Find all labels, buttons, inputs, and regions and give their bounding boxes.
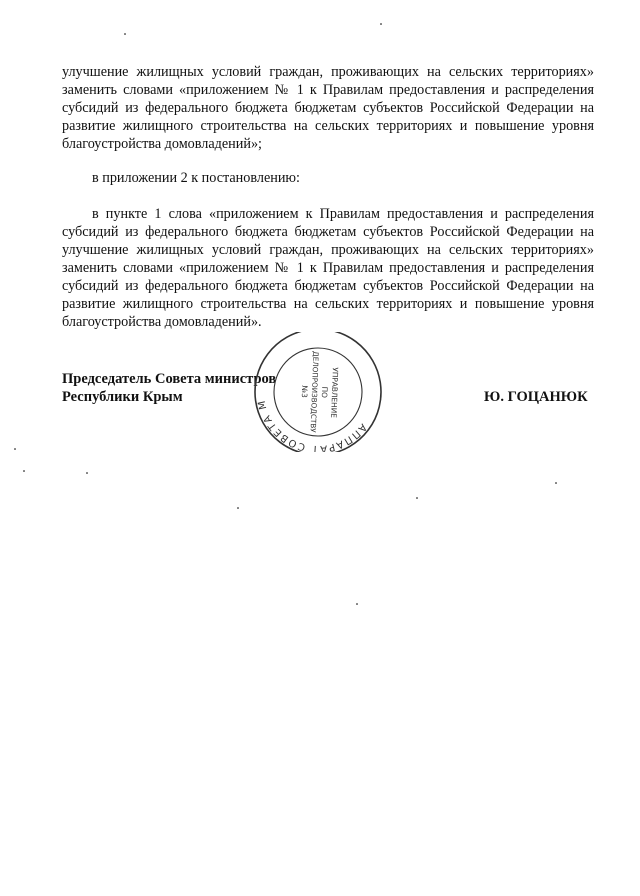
stamp-inner-line-2: ПО (319, 386, 330, 399)
stamp-inner-line-3: ДЕЛОПРОИЗВОДСТВУ (308, 350, 321, 433)
stamp-inner-line-4: №3 (299, 385, 310, 398)
official-stamp (250, 332, 386, 452)
paragraph-3-line: улучшение жилищных условий граждан, проживающих на сельских территориях» (62, 242, 594, 258)
scan-speck (555, 482, 557, 484)
paragraph-1-line: благоустройства домовладений»; (62, 136, 262, 152)
paragraph-3-line: благоустройства домовладений». (62, 314, 262, 330)
scan-speck (416, 497, 418, 499)
paragraph-3-line: развитие жилищного строительства на сельских территориях и повышение уровня (62, 296, 594, 312)
scan-speck (23, 470, 25, 472)
paragraph-1-line: субсидий из федерального бюджета бюджетам субъектов Российской Федерации на (62, 100, 594, 116)
paragraph-3-line: в пункте 1 слова «приложением к Правилам предоставления и распределения (92, 206, 594, 222)
paragraph-3-line: субсидий из федерального бюджета бюджетам субъектов Российской Федерации на (62, 224, 594, 240)
stamp-seal-icon (250, 332, 386, 452)
paragraph-1-line: улучшение жилищных условий граждан, проживающих на сельских территориях» (62, 64, 594, 80)
scan-speck (14, 448, 16, 450)
paragraph-3-line: заменить словами «приложением № 1 к Правилам предоставления и распределения (62, 260, 594, 276)
paragraph-1 (62, 63, 594, 153)
paragraph-3-line: субсидий из федерального бюджета бюджетам субъектов Российской Федерации на (62, 278, 594, 294)
paragraph-1-line: развитие жилищного строительства на сельских территориях и повышение уровня (62, 118, 594, 134)
paragraph-1-line: заменить словами «приложением № 1 к Правилам предоставления и распределения (62, 82, 594, 98)
signatory-name: Ю. ГОЦАНЮК (484, 389, 588, 405)
signatory-title (62, 370, 276, 406)
scan-speck (237, 507, 239, 509)
signatory-title-line-2: Республики Крым (62, 389, 183, 405)
paragraph-2: в приложении 2 к постановлению: (92, 170, 300, 186)
scan-speck (356, 603, 358, 605)
scan-speck (380, 23, 382, 25)
scan-speck (124, 33, 126, 35)
signatory-title-line-1: Председатель Совета министров (62, 371, 277, 387)
stamp-outer-text: АППАРАТ СОВЕТА МИНИСТРОВ (256, 398, 369, 452)
scan-speck (86, 472, 88, 474)
stamp-inner-line-1: УПРАВЛЕНИЕ (329, 367, 340, 419)
paragraph-3 (62, 205, 594, 331)
